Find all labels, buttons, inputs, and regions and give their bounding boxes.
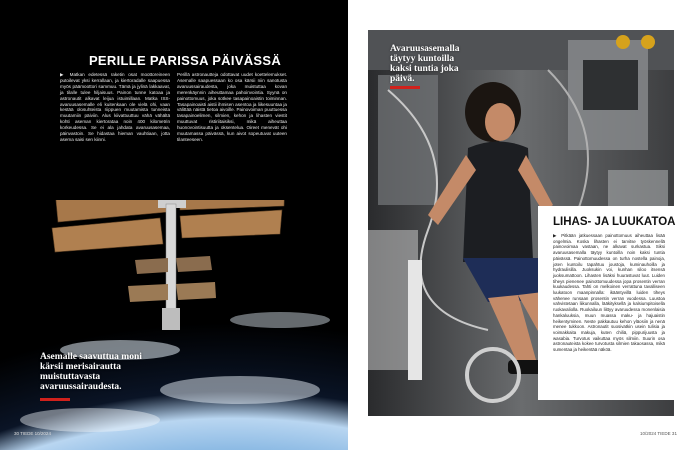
article-title: PERILLE PARISSA PÄIVÄSSÄ	[88, 53, 282, 68]
image-caption-left: Asemalle saavuttua moni kärsii merisairautta muistuttavasta avaruussairaudesta.	[40, 352, 142, 392]
body-text-column-2: Perillä astronautteja odottavat uudet koettelemukset. Asemalle saapuessaan ko osa kärsii niin sanotusta avaruussairaudesta, joka muistuttaa kovan merenkäynnin aiheuttamaa pahoinvointia. Syynä on painottomuus, joka sotkee tasapainoaistin toiminnan. Tasapainoaisti aistii ihmisen asentoa ja liikesuuntaa ja välittää näistä tietoa aivoille. Painovoiman puuttuessa tasapainoelimen, silmien, kehon ja lihasten viestit muuttuvat ristiriitaisiksi, mikä aiheuttaa huonovointisuutta ja oksentelua. Oireet menevät ohi muutamassa päivässä, kun aivot sopeutuvat uuteen tilanteeseen.	[177, 72, 287, 142]
space-station-earth-image	[0, 200, 348, 450]
image-caption-right: Avaruusasemalla täytyy kuntoilla kaksi tuntia joka päivä.	[390, 44, 460, 84]
body-text-column-1: ▶ Matkan edetessä raketin osat moottoreineen putoilevat yksi kerrallaan, ja kiertoradalle saapuessa myös päämoottori sammuu. Tämä ja jylinä lakkaavat, ja tilalle tulee hiljaisuus. Painon tunne katoaa ja astronautit alkavat leijua istuimillaan. Matka ISS-avaruusasemalle eli kuitenkaan ole vielä ohi, vaan kestää olosuhteista riippuen muutamista tunneista muutamiin päiviin. Alus kiivattuuttuu vähä vähältä kohti aseman kiertorataa noin 400 kilometrin korkeudessa. Se ei ala jahdata avaruusasemaa, päinvastoin. Se hidastaa hieman vauhtiaan, jotta asema saisi sen kiinni.	[60, 72, 170, 142]
page-folio-left: 30 TIEDE 10/2024	[14, 431, 51, 436]
caption-accent-bar	[40, 398, 70, 401]
caption-accent-bar-right	[390, 86, 420, 89]
sidebar-title: LIHAS- JA LUUKATOA	[553, 216, 676, 228]
page-folio-right: 10/2024 TIEDE 31	[640, 431, 677, 436]
sidebar-body-text: ▶ Pitkään jatkuessaan painottomuus aiheuttaa lisää ongelmia. Koska lihasten ei tarvitse työskennellä painovoimaa vastaan, ne alkavat surkastua. Siksi avaruusasemalla täytyy kuntoilla noin kaksi tuntia päivässä. Painottomuudessa on turha nostella painoja, joten kuntoilu tapahtuu joustoja, kuminauhoilla ja hydraulisilla. Juoksukin voi, kunhan siloo itsensä juoksumattoon. Lihasten lisäksi huurastuvat luut. Luiden tiheys pienenee painottomuudessa jopa prosentin verran kuukaudessa. Tahti on melkoinen verrattuna tavalliseen luukatoon maanpinnalla: ikääntyvillä luiden tiheys vähenee runsaan prosentin verran vuodessa. Luustoa vahvistetaan liikunnalla, lääkityksellä ja kalsiumpitoisella ruokavaliolla. Ruokailuun liittyy avaruudessa monenlaisia hankaluuksia, muun muassa maku- ja hajuaistin heikentyminen. Neste pakkautuu kehon yläosiin ja nenä menee tukkoon. Astronautit suosivatkin usein tulisia ja voimakkaita makuja, kuten chiliä, pippurijuusta ja wasabia. Turvotus vaikuttaa myös silmiin. Suurin osa astronauteista kokee turvotusta silmien takaosassa, mikä sumentaa ja heikentää näköä.	[553, 233, 665, 353]
